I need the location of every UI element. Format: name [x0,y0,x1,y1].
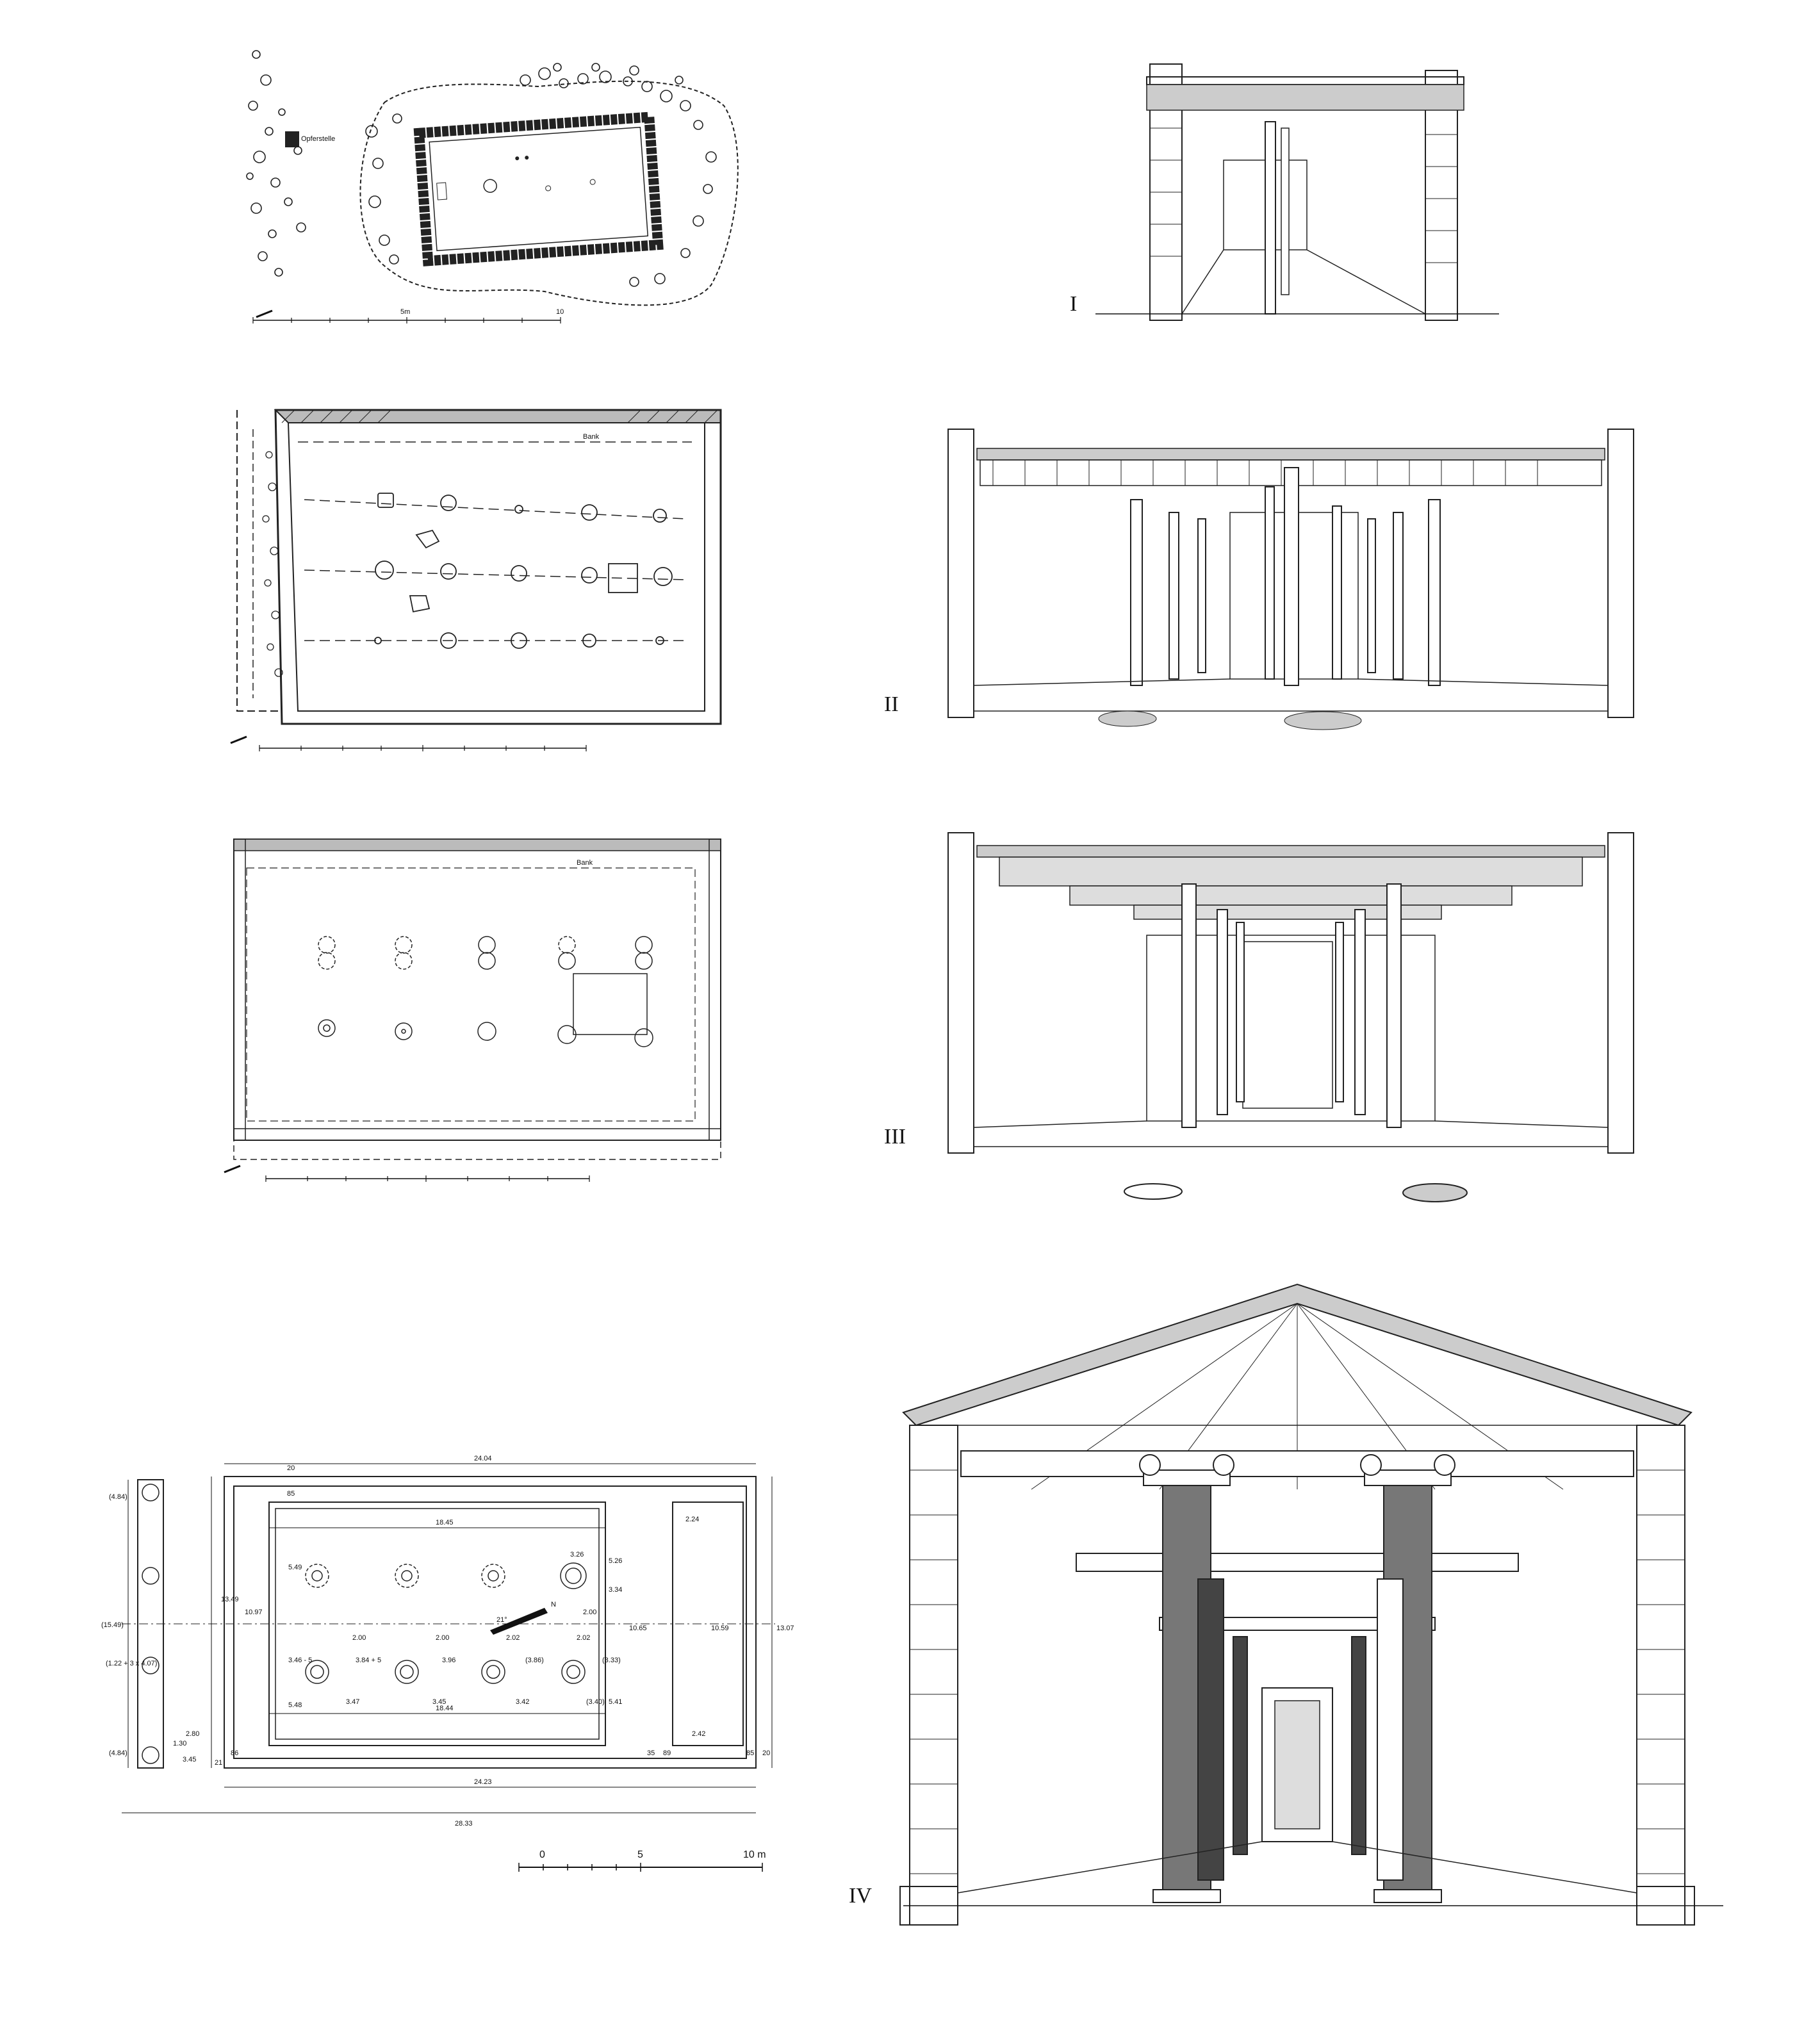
dim-wall-85-b: 85 [746,1749,755,1757]
dim-wall-86: 86 [231,1749,239,1757]
dim-right-depth-a: 10.65 [629,1624,647,1632]
north-angle-label: 21° [496,1616,507,1624]
dim-col-mid-2: 2.00 [436,1634,450,1642]
section-III [878,820,1678,1204]
dim-left-series: (1.22 + 3 x 4.07) [106,1660,158,1667]
dim-col-spacing-5: (3.33) [602,1657,621,1664]
dim-col-spacing-1: 3.46 - 5 [288,1657,313,1664]
dim-row-bottom-left: 5.48 [288,1701,302,1709]
dim-right-room-b: 2.42 [692,1730,706,1738]
scale-10-label: 10 [556,308,564,316]
dim-row-bottom-right: 5.41 [609,1698,623,1706]
plan-2-foundations [218,404,730,762]
dim-side-depth: 13.49 [221,1596,239,1603]
scale-5m-label: 5m [400,308,411,316]
dim-col-diam-3: 3.42 [516,1698,530,1706]
dim-inner-width-bottom: 18.44 [436,1705,454,1712]
section-II-label: II [884,692,899,716]
dim-col-mid-5: 2.00 [583,1608,597,1616]
section-I-label: I [1070,292,1078,316]
section-I [1057,58,1505,340]
dim-left-overall: (15.49) [101,1621,124,1629]
dim-col-mid-3: 2.02 [506,1634,520,1642]
dim-col-diam-2: 3.45 [432,1698,447,1706]
dim-right-room: 2.24 [685,1516,700,1523]
dim-col-spacing-3: 3.96 [442,1657,456,1664]
north-label: N [551,1601,556,1608]
bank-label-plan3: Bank [577,859,593,867]
dim-top-right-col: 3.26 [570,1551,584,1559]
dim-wall-89: 89 [663,1749,671,1757]
dim-right-depth-c: 13.07 [776,1624,794,1632]
plan-4-dimensioned [96,1454,794,1838]
dim-wall-21: 21 [215,1759,223,1767]
section-II [878,416,1678,749]
dim-wall-20-a: 20 [287,1464,295,1472]
dim-wall-85-a: 85 [287,1490,295,1498]
opferstelle-label: Opferstelle [301,135,336,143]
dim-col-spacing-2: 3.84 + 5 [356,1657,382,1664]
scale-ten: 10 m [743,1849,766,1860]
dim-overall-width: 24.04 [474,1455,492,1462]
section-III-label: III [884,1125,906,1149]
bank-label-plan2: Bank [583,433,600,441]
dim-col-mid-1: 2.00 [352,1634,366,1642]
dim-col-diam-1: 3.47 [346,1698,360,1706]
dim-wall-35: 35 [647,1749,655,1757]
dim-porch-b: 3.45 [183,1756,197,1763]
section-IV-perspective [839,1278,1736,1970]
scale-five: 5 [637,1849,643,1860]
dim-total-width: 28.33 [455,1820,473,1828]
dim-left-bottom: (4.84) [109,1749,127,1757]
dim-row-top-right: 5.26 [609,1557,623,1565]
dim-inner-depth: 10.97 [245,1608,263,1616]
dim-mid-right: 3.34 [609,1586,623,1594]
plan-4-scale-bar [512,1845,782,1883]
dim-porch-a: 2.80 [186,1730,200,1738]
dim-col-mid-4: 2.02 [577,1634,591,1642]
plan-1-site-survey [237,35,743,336]
dim-base-width: 24.23 [474,1778,492,1786]
dim-row-top-left: 5.49 [288,1564,302,1571]
dim-left-top: (4.84) [109,1493,127,1501]
scale-zero: 0 [539,1849,545,1860]
dim-porch-c: 1.30 [173,1740,187,1747]
dim-inner-width-top: 18.45 [436,1519,454,1526]
dim-right-depth-b: 10.59 [711,1624,729,1632]
dim-wall-20-b: 20 [762,1749,771,1757]
section-IV-label: IV [849,1884,872,1908]
dim-col-spacing-4: (3.86) [525,1657,544,1664]
dim-col-diam-4: (3.40) [586,1698,605,1706]
plan-3-phase-plan [218,833,730,1191]
